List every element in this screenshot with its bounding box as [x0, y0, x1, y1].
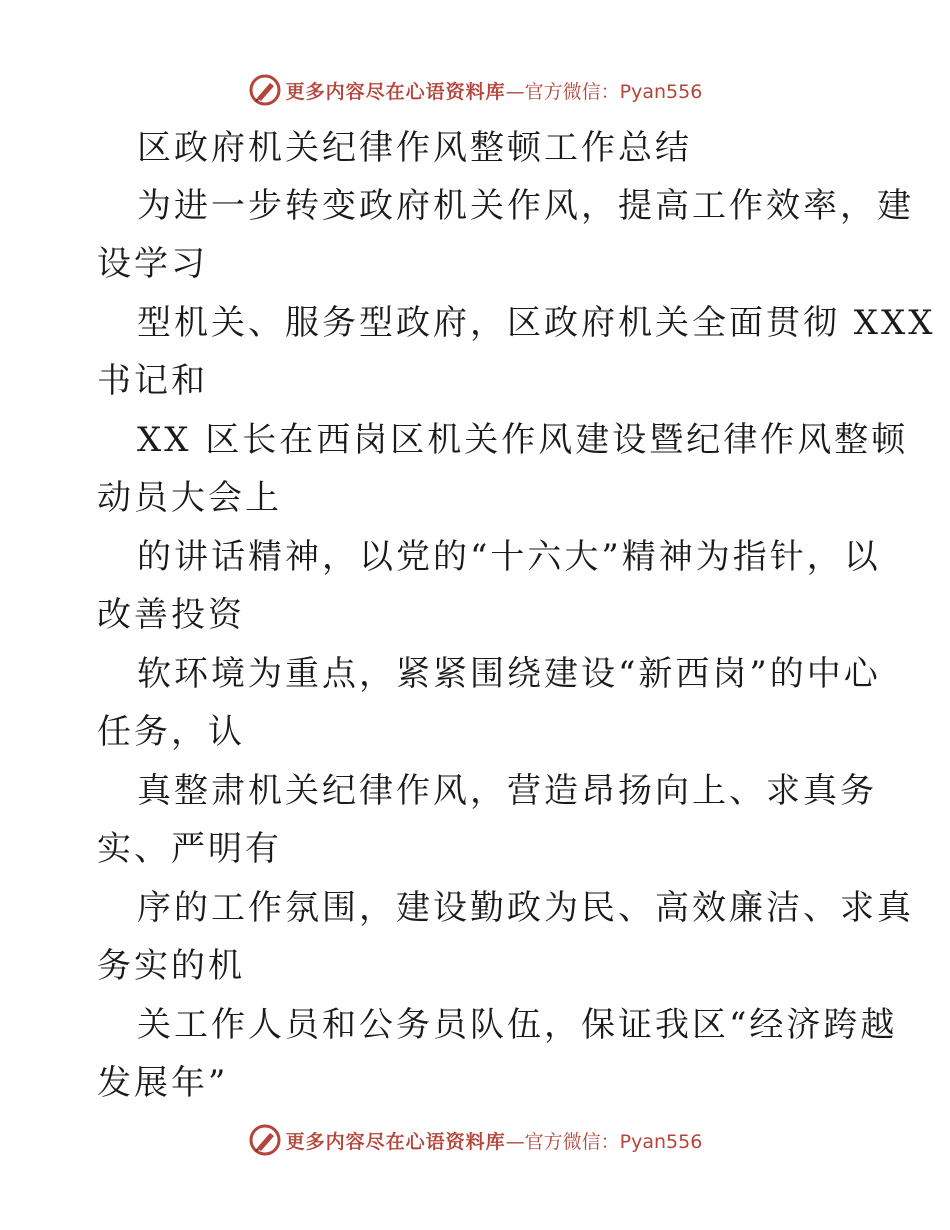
text-line: 型机关、服务型政府，区政府机关全面贯彻 XXX [137, 303, 936, 343]
text-line: 软环境为重点，紧紧围绕建设“新西岗”的中心 [137, 654, 881, 694]
header-banner-contact: —官方微信：Pyan556 [505, 80, 703, 103]
text-line: 真整肃机关纪律作风，营造昂扬向上、求真务 [137, 771, 877, 811]
text-line: XX 区长在西岗区机关作风建设暨纪律作风整顿 [137, 420, 909, 460]
text-line: 改善投资 [97, 595, 245, 635]
text-line: 的讲话精神，以党的“十六大”精神为指针，以 [137, 537, 881, 577]
footer-banner-text: 更多内容尽在心语资料库 [285, 1130, 506, 1153]
footer-banner [0, 1120, 950, 1160]
text-line: 设学习 [97, 244, 208, 284]
text-line: 书记和 [97, 361, 208, 401]
text-line: 实、严明有 [97, 829, 282, 869]
text-line: 务实的机 [97, 946, 245, 986]
text-line: 任务，认 [97, 712, 245, 752]
pen-logo-icon [248, 73, 282, 107]
text-line: 发展年” [97, 1063, 229, 1103]
text-line: 为进一步转变政府机关作风，提高工作效率，建 [137, 186, 914, 226]
text-line: 动员大会上 [97, 478, 282, 518]
text-line: 关工作人员和公务员队伍，保证我区“经济跨越 [137, 1005, 898, 1045]
footer-banner-contact: —官方微信：Pyan556 [505, 1130, 703, 1153]
header-banner-text: 更多内容尽在心语资料库 [285, 80, 506, 103]
pen-logo-icon [248, 1123, 282, 1157]
text-line: 序的工作氛围，建设勤政为民、高效廉洁、求真 [137, 888, 914, 928]
document-title: 区政府机关纪律作风整顿工作总结 [137, 128, 692, 168]
header-banner [0, 70, 950, 110]
